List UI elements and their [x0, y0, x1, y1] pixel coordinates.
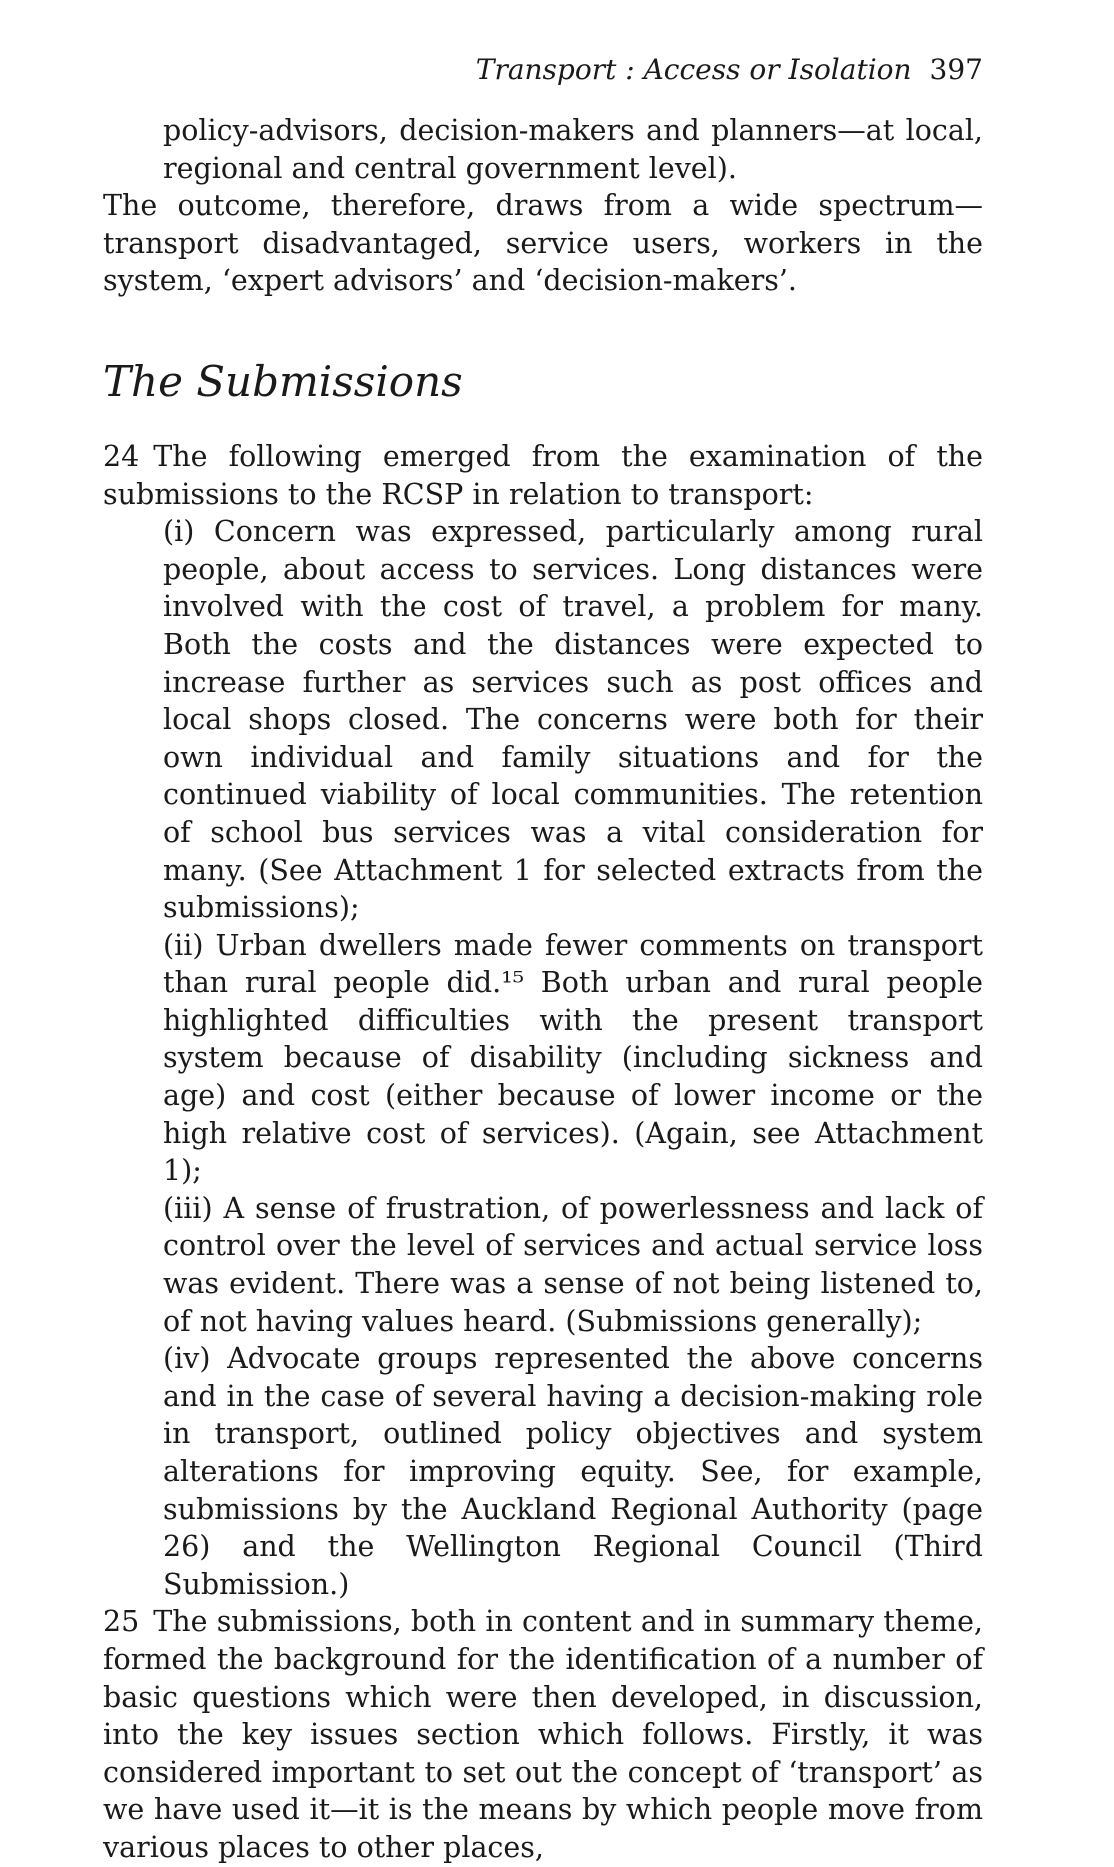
outcome-paragraph: The outcome, therefore, draws from a wide spectrum—transport disadvantaged, service users, workers in the system, ‘expert advisors’ and ‘decision-makers’. [103, 189, 983, 298]
running-header [103, 52, 983, 88]
list-item: (i) Concern was expressed, particularly among rural people, about access to services. Long distances were involved with the cost of travel, a problem for many. Both the costs and the distances were expected to increase further as services such as post offices and local shops closed. The concerns were both for their own individual and family situations and for the continued viability of local communities. The retention of school bus services was a vital consideration for many. (See Attachment 1 for selected extracts from the submissions); [163, 515, 983, 925]
paragraph-25 [103, 1603, 983, 1866]
paragraph-24 [103, 438, 983, 513]
list-item: (iv) Advocate groups represented the above concerns and in the case of several having a decision-making role in transport, outlined policy objectives and system alterations for improving equity. See, for example, submissions by the Auckland Regional Authority (page 26) and the Wellington Regional Council (Third Submission.) [163, 1342, 983, 1601]
running-title: Transport : Access or Isolation [475, 53, 912, 86]
paragraph-number: 24 [103, 439, 140, 473]
page-number: 397 [929, 53, 983, 86]
list-item: (ii) Urban dwellers made fewer comments on transport than rural people did.¹⁵ Both urban and rural people highlighted difficulties with the present transport system because of disability (including sickness and age) and cost (either because of lower income or the high relative cost of services). (Again, see Attachment 1); [163, 928, 983, 1188]
paragraph-text: The submissions, both in content and in summary theme, formed the background for the identification of a number of basic questions which were then developed, in discussion, into the key issues section which follows. Firstly, it was considered important to set out the concept of ‘transport’ as we have used it—it is the means by which people move from various places to other places, [103, 1605, 983, 1864]
paragraph-text: The following emerged from the examination of the submissions to the RCSP in relation to transport: [103, 439, 983, 511]
section-heading: The Submissions [103, 356, 463, 406]
paragraph-number: 25 [103, 1605, 140, 1639]
continued-list-item: policy-advisors, decision-makers and planners—at local, regional and central government level). [163, 114, 983, 185]
body-text [103, 112, 983, 1867]
list-item: (iii) A sense of frustration, of powerlessness and lack of control over the level of services and actual service loss was evident. There was a sense of not being listened to, of not having values heard. (Submissions generally); [163, 1191, 983, 1338]
